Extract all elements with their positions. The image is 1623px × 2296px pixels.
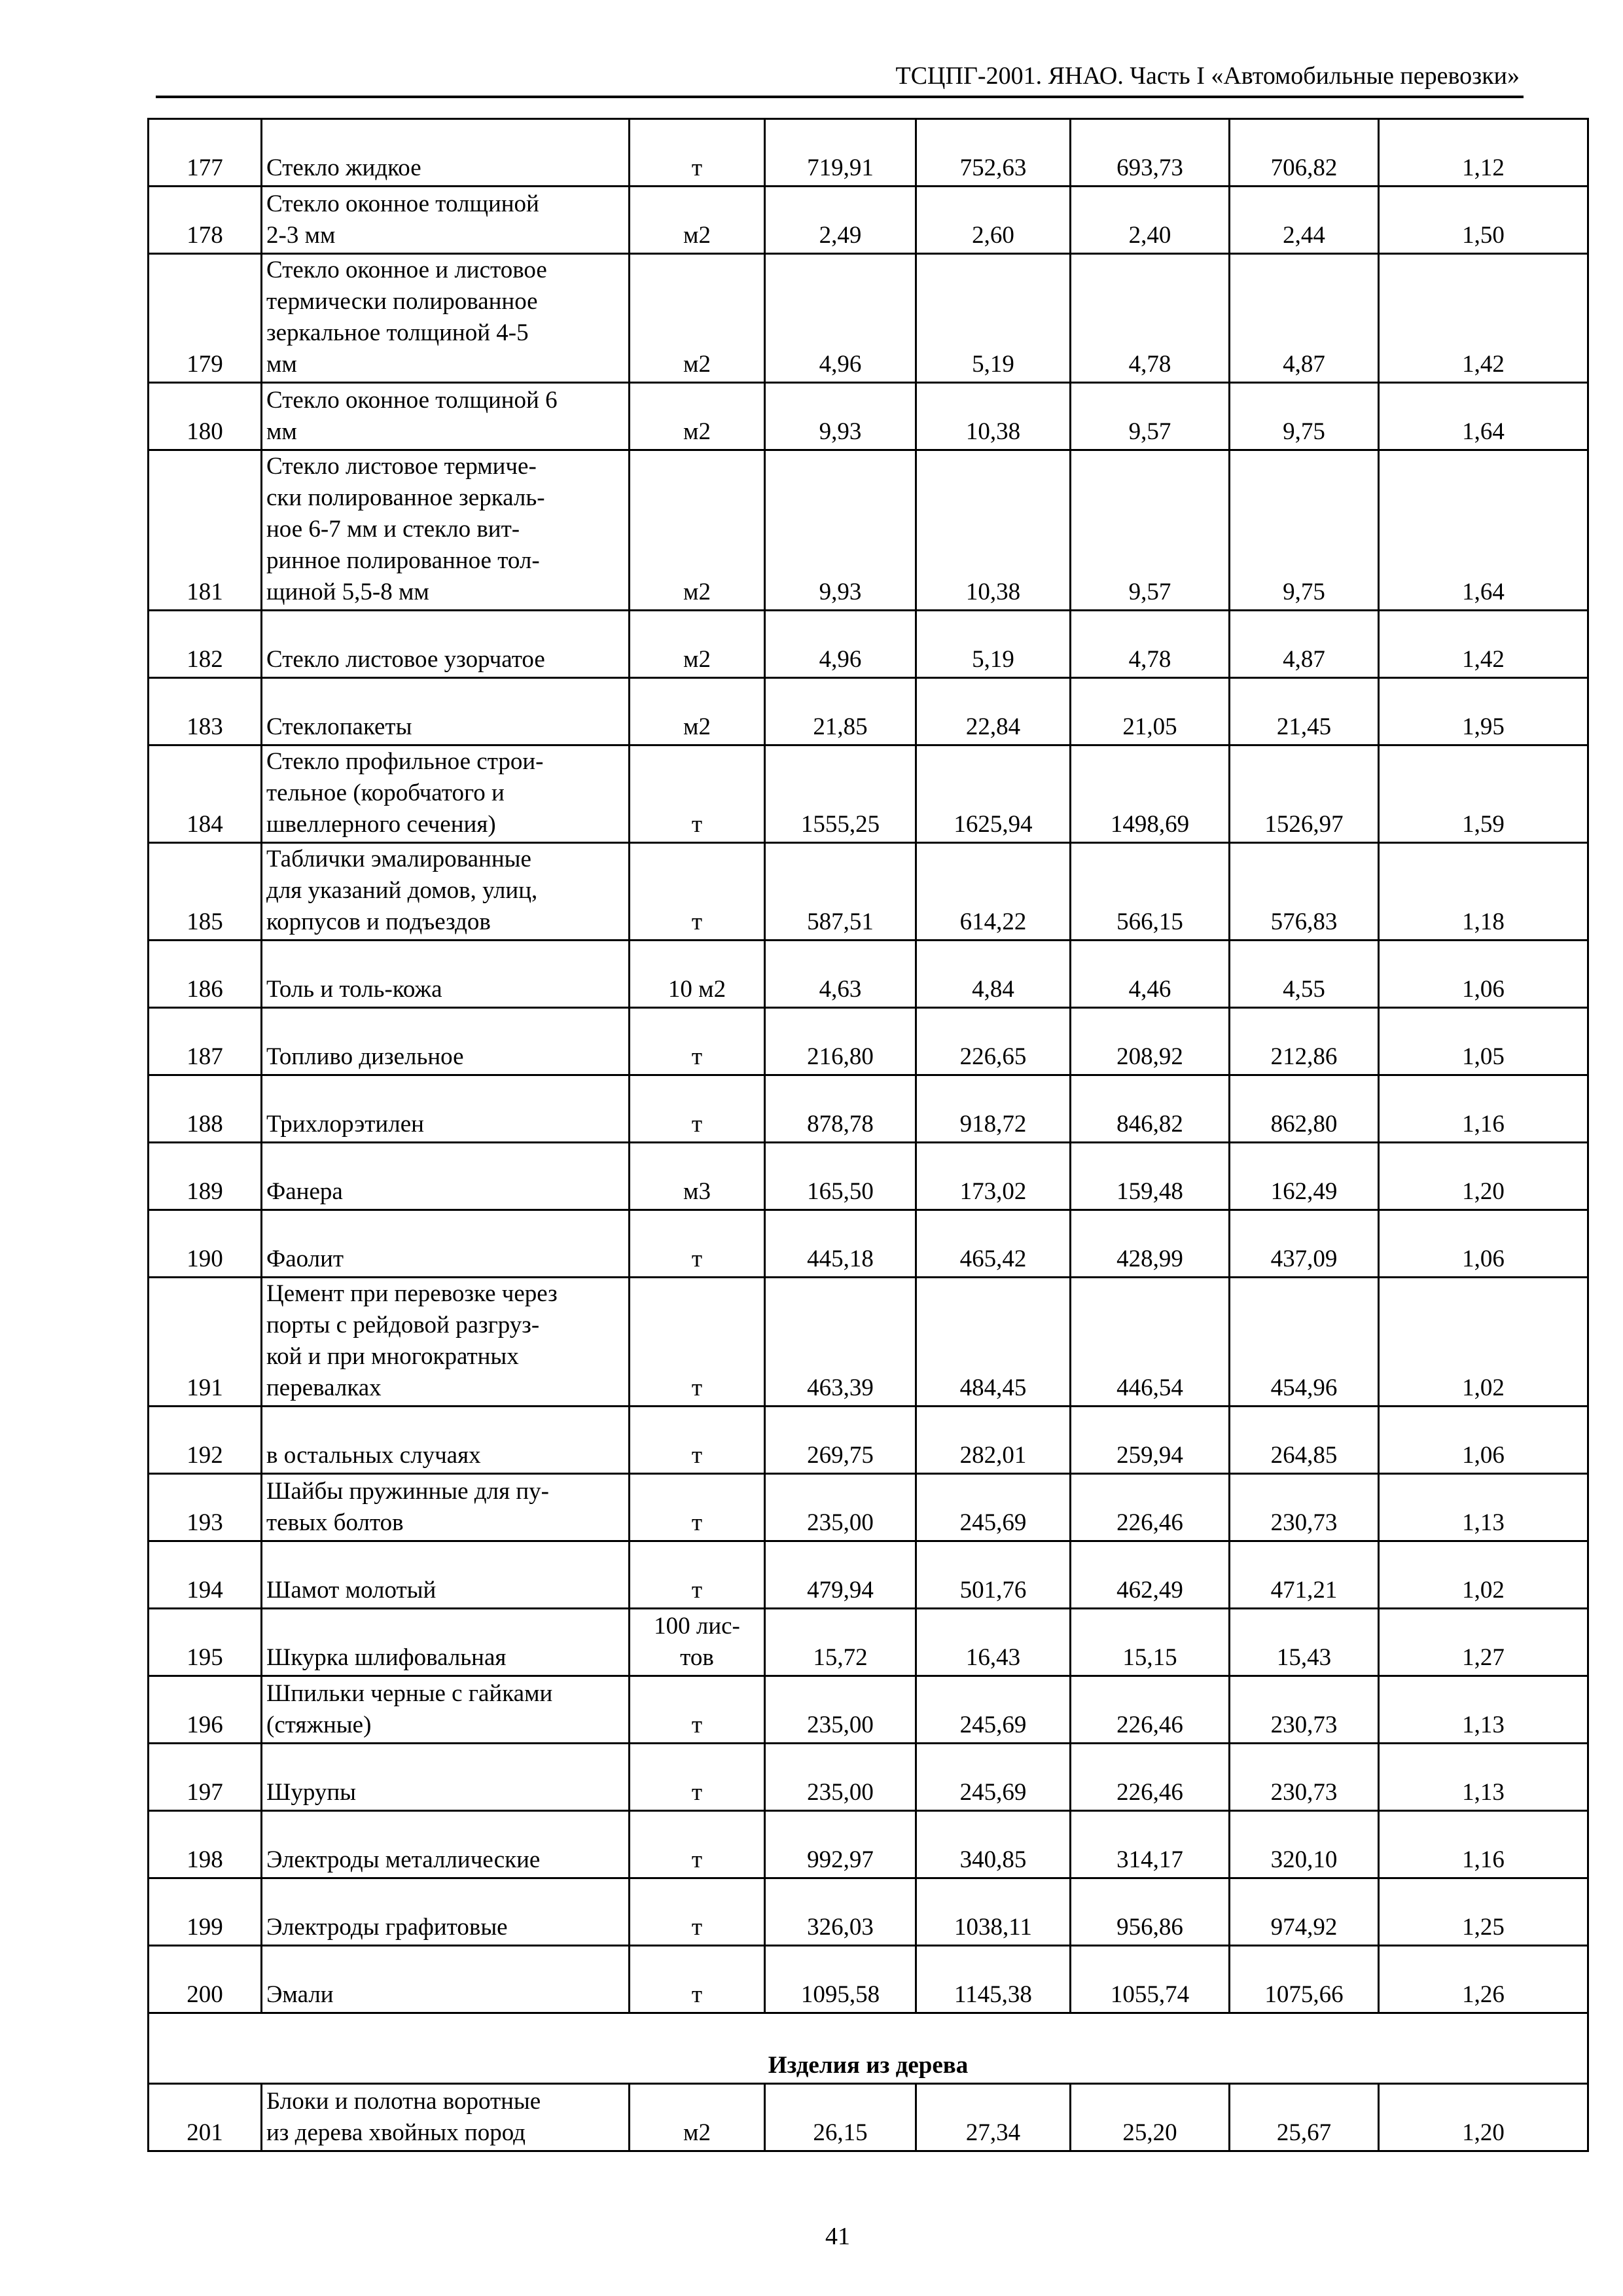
material-name: Стекло листовое термиче- ски полированное зеркаль- ное 6-7 мм и стекло вит- ринное полированное тол- щиной 5,5-8 мм bbox=[262, 450, 630, 611]
table-row bbox=[149, 1878, 1588, 1946]
unit-of-measure: т bbox=[630, 1744, 765, 1811]
price-value-4: 4,87 bbox=[1230, 254, 1379, 383]
price-value-2: 245,69 bbox=[916, 1474, 1071, 1541]
section-row bbox=[149, 2013, 1588, 2084]
running-header bbox=[156, 63, 1524, 98]
materials-table bbox=[147, 118, 1589, 2152]
price-value-4: 320,10 bbox=[1230, 1811, 1379, 1878]
price-value-1: 992,97 bbox=[765, 1811, 916, 1878]
row-number: 184 bbox=[149, 745, 262, 843]
table-row bbox=[149, 450, 1588, 611]
table-row bbox=[149, 843, 1588, 941]
coefficient: 1,16 bbox=[1379, 1811, 1588, 1878]
row-number: 185 bbox=[149, 843, 262, 941]
price-value-2: 10,38 bbox=[916, 450, 1071, 611]
price-value-4: 230,73 bbox=[1230, 1744, 1379, 1811]
price-value-4: 4,55 bbox=[1230, 941, 1379, 1008]
row-number: 190 bbox=[149, 1210, 262, 1278]
coefficient: 1,26 bbox=[1379, 1946, 1588, 2013]
row-number: 189 bbox=[149, 1143, 262, 1210]
price-value-1: 463,39 bbox=[765, 1278, 916, 1407]
table-row bbox=[149, 1075, 1588, 1143]
price-value-1: 878,78 bbox=[765, 1075, 916, 1143]
price-value-4: 15,43 bbox=[1230, 1609, 1379, 1676]
table-row bbox=[149, 678, 1588, 745]
price-value-2: 16,43 bbox=[916, 1609, 1071, 1676]
unit-of-measure: т bbox=[630, 1946, 765, 2013]
price-value-4: 230,73 bbox=[1230, 1474, 1379, 1541]
table-row bbox=[149, 1474, 1588, 1541]
material-name: Стекло оконное толщиной 2-3 мм bbox=[262, 187, 630, 254]
price-value-2: 1038,11 bbox=[916, 1878, 1071, 1946]
material-name: Шурупы bbox=[262, 1744, 630, 1811]
material-name: Стеклопакеты bbox=[262, 678, 630, 745]
row-number: 196 bbox=[149, 1676, 262, 1744]
price-value-4: 264,85 bbox=[1230, 1407, 1379, 1474]
price-value-2: 614,22 bbox=[916, 843, 1071, 941]
row-number: 192 bbox=[149, 1407, 262, 1474]
coefficient: 1,12 bbox=[1379, 119, 1588, 187]
row-number: 199 bbox=[149, 1878, 262, 1946]
price-value-1: 445,18 bbox=[765, 1210, 916, 1278]
coefficient: 1,42 bbox=[1379, 611, 1588, 678]
price-value-2: 282,01 bbox=[916, 1407, 1071, 1474]
price-value-3: 846,82 bbox=[1071, 1075, 1230, 1143]
price-value-2: 4,84 bbox=[916, 941, 1071, 1008]
unit-of-measure: м2 bbox=[630, 187, 765, 254]
material-name: Шамот молотый bbox=[262, 1541, 630, 1609]
table-row bbox=[149, 187, 1588, 254]
unit-of-measure: м2 bbox=[630, 678, 765, 745]
coefficient: 1,02 bbox=[1379, 1541, 1588, 1609]
price-value-4: 974,92 bbox=[1230, 1878, 1379, 1946]
row-number: 194 bbox=[149, 1541, 262, 1609]
price-value-1: 4,63 bbox=[765, 941, 916, 1008]
price-value-4: 25,67 bbox=[1230, 2084, 1379, 2151]
price-value-2: 10,38 bbox=[916, 383, 1071, 450]
unit-of-measure: м2 bbox=[630, 611, 765, 678]
table-row bbox=[149, 1143, 1588, 1210]
price-value-4: 230,73 bbox=[1230, 1676, 1379, 1744]
price-value-3: 159,48 bbox=[1071, 1143, 1230, 1210]
unit-of-measure: т bbox=[630, 1676, 765, 1744]
price-value-3: 226,46 bbox=[1071, 1474, 1230, 1541]
unit-of-measure: м2 bbox=[630, 450, 765, 611]
unit-of-measure: т bbox=[630, 1878, 765, 1946]
material-name: Стекло оконное и листовое термически полированное зеркальное толщиной 4-5 мм bbox=[262, 254, 630, 383]
row-number: 182 bbox=[149, 611, 262, 678]
row-number: 191 bbox=[149, 1278, 262, 1407]
price-value-2: 501,76 bbox=[916, 1541, 1071, 1609]
unit-of-measure: т bbox=[630, 1008, 765, 1075]
table-row bbox=[149, 254, 1588, 383]
coefficient: 1,06 bbox=[1379, 1210, 1588, 1278]
coefficient: 1,42 bbox=[1379, 254, 1588, 383]
price-value-2: 918,72 bbox=[916, 1075, 1071, 1143]
material-name: Шайбы пружинные для пу- тевых болтов bbox=[262, 1474, 630, 1541]
price-value-3: 428,99 bbox=[1071, 1210, 1230, 1278]
price-value-4: 1075,66 bbox=[1230, 1946, 1379, 2013]
row-number: 186 bbox=[149, 941, 262, 1008]
coefficient: 1,02 bbox=[1379, 1278, 1588, 1407]
price-value-2: 484,45 bbox=[916, 1278, 1071, 1407]
price-value-1: 165,50 bbox=[765, 1143, 916, 1210]
price-value-2: 1145,38 bbox=[916, 1946, 1071, 2013]
price-value-1: 2,49 bbox=[765, 187, 916, 254]
table-row bbox=[149, 1210, 1588, 1278]
row-number: 178 bbox=[149, 187, 262, 254]
material-name: Стекло профильное строи- тельное (коробчатого и швеллерного сечения) bbox=[262, 745, 630, 843]
price-value-3: 2,40 bbox=[1071, 187, 1230, 254]
price-value-3: 25,20 bbox=[1071, 2084, 1230, 2151]
price-value-1: 9,93 bbox=[765, 450, 916, 611]
price-value-1: 269,75 bbox=[765, 1407, 916, 1474]
price-value-1: 719,91 bbox=[765, 119, 916, 187]
header-title: ТСЦПГ-2001. ЯНАО. Часть I «Автомобильные перевозки» bbox=[895, 62, 1520, 90]
price-value-4: 862,80 bbox=[1230, 1075, 1379, 1143]
price-value-1: 326,03 bbox=[765, 1878, 916, 1946]
row-number: 200 bbox=[149, 1946, 262, 2013]
price-value-4: 162,49 bbox=[1230, 1143, 1379, 1210]
price-value-1: 4,96 bbox=[765, 611, 916, 678]
price-value-1: 479,94 bbox=[765, 1541, 916, 1609]
table-row bbox=[149, 1407, 1588, 1474]
coefficient: 1,16 bbox=[1379, 1075, 1588, 1143]
unit-of-measure: т bbox=[630, 843, 765, 941]
price-value-2: 245,69 bbox=[916, 1676, 1071, 1744]
unit-of-measure: т bbox=[630, 119, 765, 187]
unit-of-measure: 10 м2 bbox=[630, 941, 765, 1008]
table-row bbox=[149, 1609, 1588, 1676]
price-value-4: 9,75 bbox=[1230, 383, 1379, 450]
price-value-1: 4,96 bbox=[765, 254, 916, 383]
price-value-2: 5,19 bbox=[916, 254, 1071, 383]
material-name: Электроды графитовые bbox=[262, 1878, 630, 1946]
price-value-3: 314,17 bbox=[1071, 1811, 1230, 1878]
material-name: Блоки и полотна воротные из дерева хвойных пород bbox=[262, 2084, 630, 2151]
price-value-3: 9,57 bbox=[1071, 383, 1230, 450]
price-value-4: 706,82 bbox=[1230, 119, 1379, 187]
price-value-1: 235,00 bbox=[765, 1676, 916, 1744]
material-name: Цемент при перевозке через порты с рейдовой разгруз- кой и при многократных перевалках bbox=[262, 1278, 630, 1407]
price-value-1: 587,51 bbox=[765, 843, 916, 941]
price-value-3: 15,15 bbox=[1071, 1609, 1230, 1676]
table-row bbox=[149, 611, 1588, 678]
price-value-2: 245,69 bbox=[916, 1744, 1071, 1811]
coefficient: 1,13 bbox=[1379, 1744, 1588, 1811]
table-row bbox=[149, 745, 1588, 843]
unit-of-measure: м2 bbox=[630, 2084, 765, 2151]
table-row bbox=[149, 2084, 1588, 2151]
coefficient: 1,20 bbox=[1379, 2084, 1588, 2151]
coefficient: 1,59 bbox=[1379, 745, 1588, 843]
coefficient: 1,20 bbox=[1379, 1143, 1588, 1210]
table-row bbox=[149, 941, 1588, 1008]
page-number: 41 bbox=[825, 2223, 850, 2250]
material-name: Толь и толь-кожа bbox=[262, 941, 630, 1008]
unit-of-measure: т bbox=[630, 1075, 765, 1143]
unit-of-measure: т bbox=[630, 1210, 765, 1278]
table-row bbox=[149, 383, 1588, 450]
price-value-1: 235,00 bbox=[765, 1744, 916, 1811]
price-value-4: 2,44 bbox=[1230, 187, 1379, 254]
coefficient: 1,13 bbox=[1379, 1676, 1588, 1744]
price-value-2: 340,85 bbox=[916, 1811, 1071, 1878]
material-name: Стекло жидкое bbox=[262, 119, 630, 187]
price-value-2: 22,84 bbox=[916, 678, 1071, 745]
coefficient: 1,64 bbox=[1379, 383, 1588, 450]
row-number: 187 bbox=[149, 1008, 262, 1075]
table-row bbox=[149, 1946, 1588, 2013]
row-number: 195 bbox=[149, 1609, 262, 1676]
row-number: 183 bbox=[149, 678, 262, 745]
section-title: Изделия из дерева bbox=[149, 2013, 1588, 2084]
price-value-3: 693,73 bbox=[1071, 119, 1230, 187]
unit-of-measure: м2 bbox=[630, 383, 765, 450]
price-value-1: 21,85 bbox=[765, 678, 916, 745]
price-value-3: 566,15 bbox=[1071, 843, 1230, 941]
table-row bbox=[149, 1811, 1588, 1878]
price-value-3: 9,57 bbox=[1071, 450, 1230, 611]
price-value-2: 1625,94 bbox=[916, 745, 1071, 843]
table-row bbox=[149, 119, 1588, 187]
row-number: 197 bbox=[149, 1744, 262, 1811]
price-value-3: 226,46 bbox=[1071, 1744, 1230, 1811]
price-value-2: 465,42 bbox=[916, 1210, 1071, 1278]
price-value-4: 212,86 bbox=[1230, 1008, 1379, 1075]
row-number: 201 bbox=[149, 2084, 262, 2151]
price-value-2: 226,65 bbox=[916, 1008, 1071, 1075]
price-value-4: 437,09 bbox=[1230, 1210, 1379, 1278]
row-number: 181 bbox=[149, 450, 262, 611]
price-value-3: 4,78 bbox=[1071, 254, 1230, 383]
unit-of-measure: м3 bbox=[630, 1143, 765, 1210]
price-value-3: 1498,69 bbox=[1071, 745, 1230, 843]
price-value-4: 9,75 bbox=[1230, 450, 1379, 611]
price-value-4: 21,45 bbox=[1230, 678, 1379, 745]
price-value-4: 454,96 bbox=[1230, 1278, 1379, 1407]
unit-of-measure: 100 лис- тов bbox=[630, 1609, 765, 1676]
unit-of-measure: т bbox=[630, 745, 765, 843]
material-name: Стекло оконное толщиной 6 мм bbox=[262, 383, 630, 450]
material-name: Электроды металлические bbox=[262, 1811, 630, 1878]
price-value-1: 26,15 bbox=[765, 2084, 916, 2151]
material-name: Стекло листовое узорчатое bbox=[262, 611, 630, 678]
material-name: Фаолит bbox=[262, 1210, 630, 1278]
unit-of-measure: м2 bbox=[630, 254, 765, 383]
coefficient: 1,95 bbox=[1379, 678, 1588, 745]
price-value-3: 956,86 bbox=[1071, 1878, 1230, 1946]
price-value-4: 471,21 bbox=[1230, 1541, 1379, 1609]
coefficient: 1,06 bbox=[1379, 941, 1588, 1008]
table-row bbox=[149, 1541, 1588, 1609]
price-value-2: 2,60 bbox=[916, 187, 1071, 254]
row-number: 198 bbox=[149, 1811, 262, 1878]
table-row bbox=[149, 1744, 1588, 1811]
price-value-3: 21,05 bbox=[1071, 678, 1230, 745]
material-name: Топливо дизельное bbox=[262, 1008, 630, 1075]
price-value-2: 752,63 bbox=[916, 119, 1071, 187]
material-name: Эмали bbox=[262, 1946, 630, 2013]
price-value-2: 5,19 bbox=[916, 611, 1071, 678]
price-value-1: 1555,25 bbox=[765, 745, 916, 843]
material-name: Трихлорэтилен bbox=[262, 1075, 630, 1143]
price-value-3: 226,46 bbox=[1071, 1676, 1230, 1744]
price-value-3: 4,46 bbox=[1071, 941, 1230, 1008]
row-number: 177 bbox=[149, 119, 262, 187]
price-value-1: 216,80 bbox=[765, 1008, 916, 1075]
price-value-1: 15,72 bbox=[765, 1609, 916, 1676]
material-name: Таблички эмалированные для указаний домов, улиц, корпусов и подъездов bbox=[262, 843, 630, 941]
unit-of-measure: т bbox=[630, 1541, 765, 1609]
price-value-4: 1526,97 bbox=[1230, 745, 1379, 843]
coefficient: 1,50 bbox=[1379, 187, 1588, 254]
price-value-2: 173,02 bbox=[916, 1143, 1071, 1210]
price-value-1: 235,00 bbox=[765, 1474, 916, 1541]
material-name: Фанера bbox=[262, 1143, 630, 1210]
coefficient: 1,05 bbox=[1379, 1008, 1588, 1075]
unit-of-measure: т bbox=[630, 1278, 765, 1407]
price-value-1: 9,93 bbox=[765, 383, 916, 450]
material-name: в остальных случаях bbox=[262, 1407, 630, 1474]
row-number: 193 bbox=[149, 1474, 262, 1541]
row-number: 180 bbox=[149, 383, 262, 450]
price-value-3: 462,49 bbox=[1071, 1541, 1230, 1609]
coefficient: 1,06 bbox=[1379, 1407, 1588, 1474]
material-name: Шпильки черные с гайками (стяжные) bbox=[262, 1676, 630, 1744]
price-value-3: 1055,74 bbox=[1071, 1946, 1230, 2013]
coefficient: 1,27 bbox=[1379, 1609, 1588, 1676]
price-value-3: 208,92 bbox=[1071, 1008, 1230, 1075]
row-number: 179 bbox=[149, 254, 262, 383]
coefficient: 1,13 bbox=[1379, 1474, 1588, 1541]
unit-of-measure: т bbox=[630, 1811, 765, 1878]
price-value-4: 4,87 bbox=[1230, 611, 1379, 678]
price-value-1: 1095,58 bbox=[765, 1946, 916, 2013]
coefficient: 1,25 bbox=[1379, 1878, 1588, 1946]
row-number: 188 bbox=[149, 1075, 262, 1143]
price-value-4: 576,83 bbox=[1230, 843, 1379, 941]
price-value-2: 27,34 bbox=[916, 2084, 1071, 2151]
coefficient: 1,18 bbox=[1379, 843, 1588, 941]
price-value-3: 4,78 bbox=[1071, 611, 1230, 678]
unit-of-measure: т bbox=[630, 1474, 765, 1541]
material-name: Шкурка шлифовальная bbox=[262, 1609, 630, 1676]
table-row bbox=[149, 1008, 1588, 1075]
table-row bbox=[149, 1278, 1588, 1407]
price-value-3: 259,94 bbox=[1071, 1407, 1230, 1474]
price-value-3: 446,54 bbox=[1071, 1278, 1230, 1407]
table-row bbox=[149, 1676, 1588, 1744]
coefficient: 1,64 bbox=[1379, 450, 1588, 611]
unit-of-measure: т bbox=[630, 1407, 765, 1474]
